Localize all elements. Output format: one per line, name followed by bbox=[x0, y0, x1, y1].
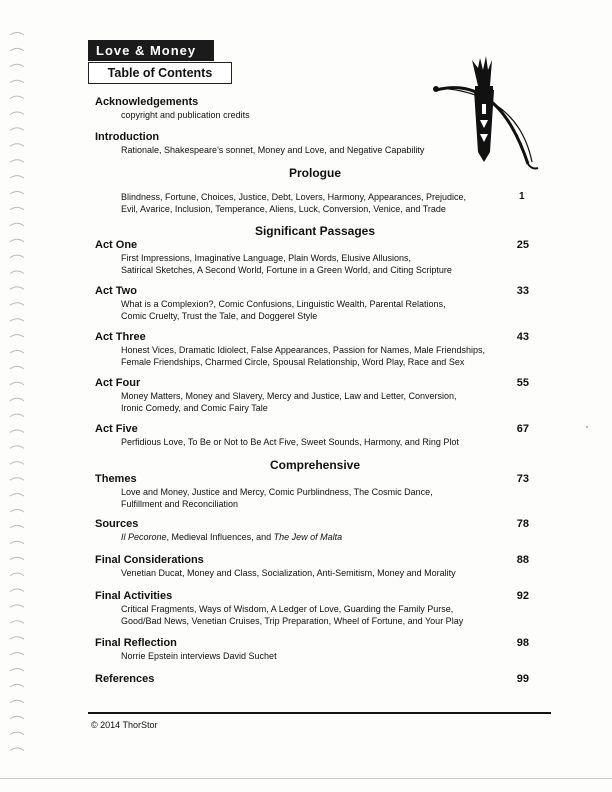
page-number: 98 bbox=[516, 637, 529, 649]
binding-hole bbox=[10, 637, 24, 640]
binding-holes bbox=[6, 24, 28, 764]
binding-hole bbox=[10, 478, 24, 481]
toc-entry-final-considerations bbox=[95, 554, 535, 579]
toc-entry-final-activities bbox=[95, 590, 535, 627]
toc-entry-acknowledgements bbox=[95, 96, 535, 121]
section-heading-comprehensive: Comprehensive bbox=[269, 458, 361, 472]
binding-hole bbox=[10, 176, 24, 179]
binding-hole bbox=[10, 64, 24, 67]
entry-description: copyright and publication credits bbox=[121, 110, 250, 120]
binding-hole bbox=[10, 271, 24, 274]
section-heading-significant-passages: Significant Passages bbox=[254, 224, 376, 238]
page-number: 88 bbox=[516, 554, 529, 566]
entry-title: References bbox=[95, 673, 155, 685]
binding-hole bbox=[10, 160, 24, 163]
toc-entry-act-four bbox=[95, 377, 535, 414]
binding-hole bbox=[10, 96, 24, 99]
footer-rule bbox=[88, 712, 551, 714]
binding-hole bbox=[10, 33, 24, 36]
binding-hole bbox=[10, 748, 24, 751]
page-number: 92 bbox=[516, 590, 529, 602]
binding-hole bbox=[10, 48, 24, 51]
binding-hole bbox=[10, 287, 24, 290]
binding-hole bbox=[10, 319, 24, 322]
binding-hole bbox=[10, 446, 24, 449]
page-number: 43 bbox=[516, 331, 529, 343]
binding-hole bbox=[10, 398, 24, 401]
entry-title: Final Considerations bbox=[95, 554, 204, 566]
binding-hole bbox=[10, 207, 24, 210]
binding-hole bbox=[10, 414, 24, 417]
binding-hole bbox=[10, 382, 24, 385]
entry-line: Critical Fragments, Ways of Wisdom, A Ledger of Love, Guarding the Family Purse, bbox=[121, 604, 454, 614]
entry-title: Act Two bbox=[95, 285, 137, 297]
entry-line: First Impressions, Imaginative Language, Plain Words, Elusive Allusions, bbox=[121, 253, 411, 263]
binding-hole bbox=[10, 510, 24, 513]
entry-line: What is a Complexion?, Comic Confusions, Linguistic Wealth, Parental Relations, bbox=[121, 299, 446, 309]
entry-line: Venetian Ducat, Money and Class, Socialization, Anti-Semitism, Money and Morality bbox=[121, 568, 456, 578]
book-title: Love & Money bbox=[88, 40, 214, 61]
page-number: 99 bbox=[516, 673, 529, 685]
binding-hole bbox=[10, 255, 24, 258]
entry-title: Final Reflection bbox=[95, 637, 177, 649]
prologue-line-2: Evil, Avarice, Inclusion, Temperance, Aliens, Luck, Conversion, Venice, and Trade bbox=[121, 204, 446, 214]
prologue-description bbox=[121, 191, 501, 215]
toc-entry-references bbox=[95, 673, 535, 686]
entry-title: Sources bbox=[95, 518, 139, 530]
section-heading-prologue: Prologue bbox=[288, 166, 341, 180]
toc-entry-introduction bbox=[95, 131, 535, 156]
binding-hole bbox=[10, 589, 24, 592]
page-number: 78 bbox=[516, 518, 529, 530]
page-number: 73 bbox=[516, 473, 529, 485]
scan-speck bbox=[586, 426, 588, 428]
entry-title: Acknowledgements bbox=[95, 96, 199, 108]
binding-hole bbox=[10, 462, 24, 465]
binding-hole bbox=[10, 335, 24, 338]
page-number: 25 bbox=[516, 239, 529, 251]
entry-title: Introduction bbox=[95, 131, 160, 143]
entry-line: Ironic Comedy, and Comic Fairy Tale bbox=[121, 403, 268, 413]
binding-hole bbox=[10, 700, 24, 703]
entry-line: Female Friendships, Charmed Circle, Spousal Relationship, Word Play, Race and Sex bbox=[121, 357, 465, 367]
source-text: , Medieval Influences, and bbox=[166, 532, 274, 542]
page-number: 55 bbox=[516, 377, 529, 389]
binding-hole bbox=[10, 653, 24, 656]
entry-line bbox=[95, 531, 535, 543]
binding-hole bbox=[10, 192, 24, 195]
binding-hole bbox=[10, 684, 24, 687]
binding-hole bbox=[10, 732, 24, 735]
binding-hole bbox=[10, 716, 24, 719]
entry-line: Love and Money, Justice and Mercy, Comic Purblindness, The Cosmic Dance, bbox=[121, 487, 433, 497]
binding-hole bbox=[10, 669, 24, 672]
entry-title: Themes bbox=[95, 473, 137, 485]
entry-line: Norrie Epstein interviews David Suchet bbox=[121, 651, 277, 661]
entry-line: Perfidious Love, To Be or Not to Be Act Five, Sweet Sounds, Harmony, and Ring Plot bbox=[121, 437, 459, 447]
binding-hole bbox=[10, 541, 24, 544]
binding-hole bbox=[10, 557, 24, 560]
binding-hole bbox=[10, 128, 24, 130]
binding-hole bbox=[10, 494, 24, 497]
copyright-notice: © 2014 ThorStor bbox=[91, 720, 158, 730]
prologue-page-number: 1 bbox=[519, 191, 525, 202]
binding-hole bbox=[10, 351, 24, 354]
binding-hole bbox=[10, 144, 24, 147]
entry-line: Good/Bad News, Venetian Cruises, Trip Preparation, Wheel of Fortune, and Your Play bbox=[121, 616, 464, 626]
entry-title: Act One bbox=[95, 239, 138, 251]
binding-hole bbox=[10, 303, 24, 306]
toc-entry-act-two bbox=[95, 285, 535, 322]
toc-title: Table of Contents bbox=[88, 62, 232, 84]
toc-entry-final-reflection bbox=[95, 637, 535, 662]
entry-line: Comic Cruelty, Trust the Tale, and Doggerel Style bbox=[121, 311, 318, 321]
entry-description: Rationale, Shakespeare's sonnet, Money and Love, and Negative Capability bbox=[121, 145, 425, 155]
toc-entry-act-five bbox=[95, 423, 535, 448]
binding-hole bbox=[10, 621, 24, 624]
binding-hole bbox=[10, 430, 24, 433]
entry-line: Fulfillment and Reconciliation bbox=[121, 499, 239, 509]
entry-title: Act Four bbox=[95, 377, 141, 389]
toc-entry-sources bbox=[95, 518, 535, 543]
source-title-il-pecorone: Il Pecorone bbox=[121, 532, 167, 542]
entry-line: Satirical Sketches, A Second World, Fortune in a Green World, and Citing Scripture bbox=[121, 265, 452, 275]
binding-hole bbox=[10, 223, 24, 226]
toc-entry-act-one bbox=[95, 239, 535, 276]
entry-title: Act Three bbox=[95, 331, 146, 343]
binding-hole bbox=[10, 573, 24, 576]
entry-line: Money Matters, Money and Slavery, Mercy and Justice, Law and Letter, Conversion, bbox=[121, 391, 457, 401]
entry-title: Final Activities bbox=[95, 590, 173, 602]
page-number: 67 bbox=[516, 423, 529, 435]
prologue-line-1: Blindness, Fortune, Choices, Justice, Debt, Lovers, Harmony, Appearances, Prejudice, bbox=[121, 192, 467, 202]
source-title-jew-of-malta: The Jew of Malta bbox=[273, 532, 343, 542]
binding-hole bbox=[10, 80, 24, 83]
entry-line: Honest Vices, Dramatic Idiolect, False Appearances, Passion for Names, Male Friendships, bbox=[121, 345, 485, 355]
binding-hole bbox=[10, 525, 24, 528]
binding-hole bbox=[10, 605, 24, 608]
page-number: 33 bbox=[516, 285, 529, 297]
page-edge bbox=[0, 778, 612, 779]
entry-title: Act Five bbox=[95, 423, 138, 435]
toc-entry-themes bbox=[95, 473, 535, 510]
binding-hole bbox=[10, 239, 24, 242]
toc-entry-act-three bbox=[95, 331, 535, 368]
binding-hole bbox=[10, 112, 24, 115]
binding-hole bbox=[10, 366, 24, 369]
